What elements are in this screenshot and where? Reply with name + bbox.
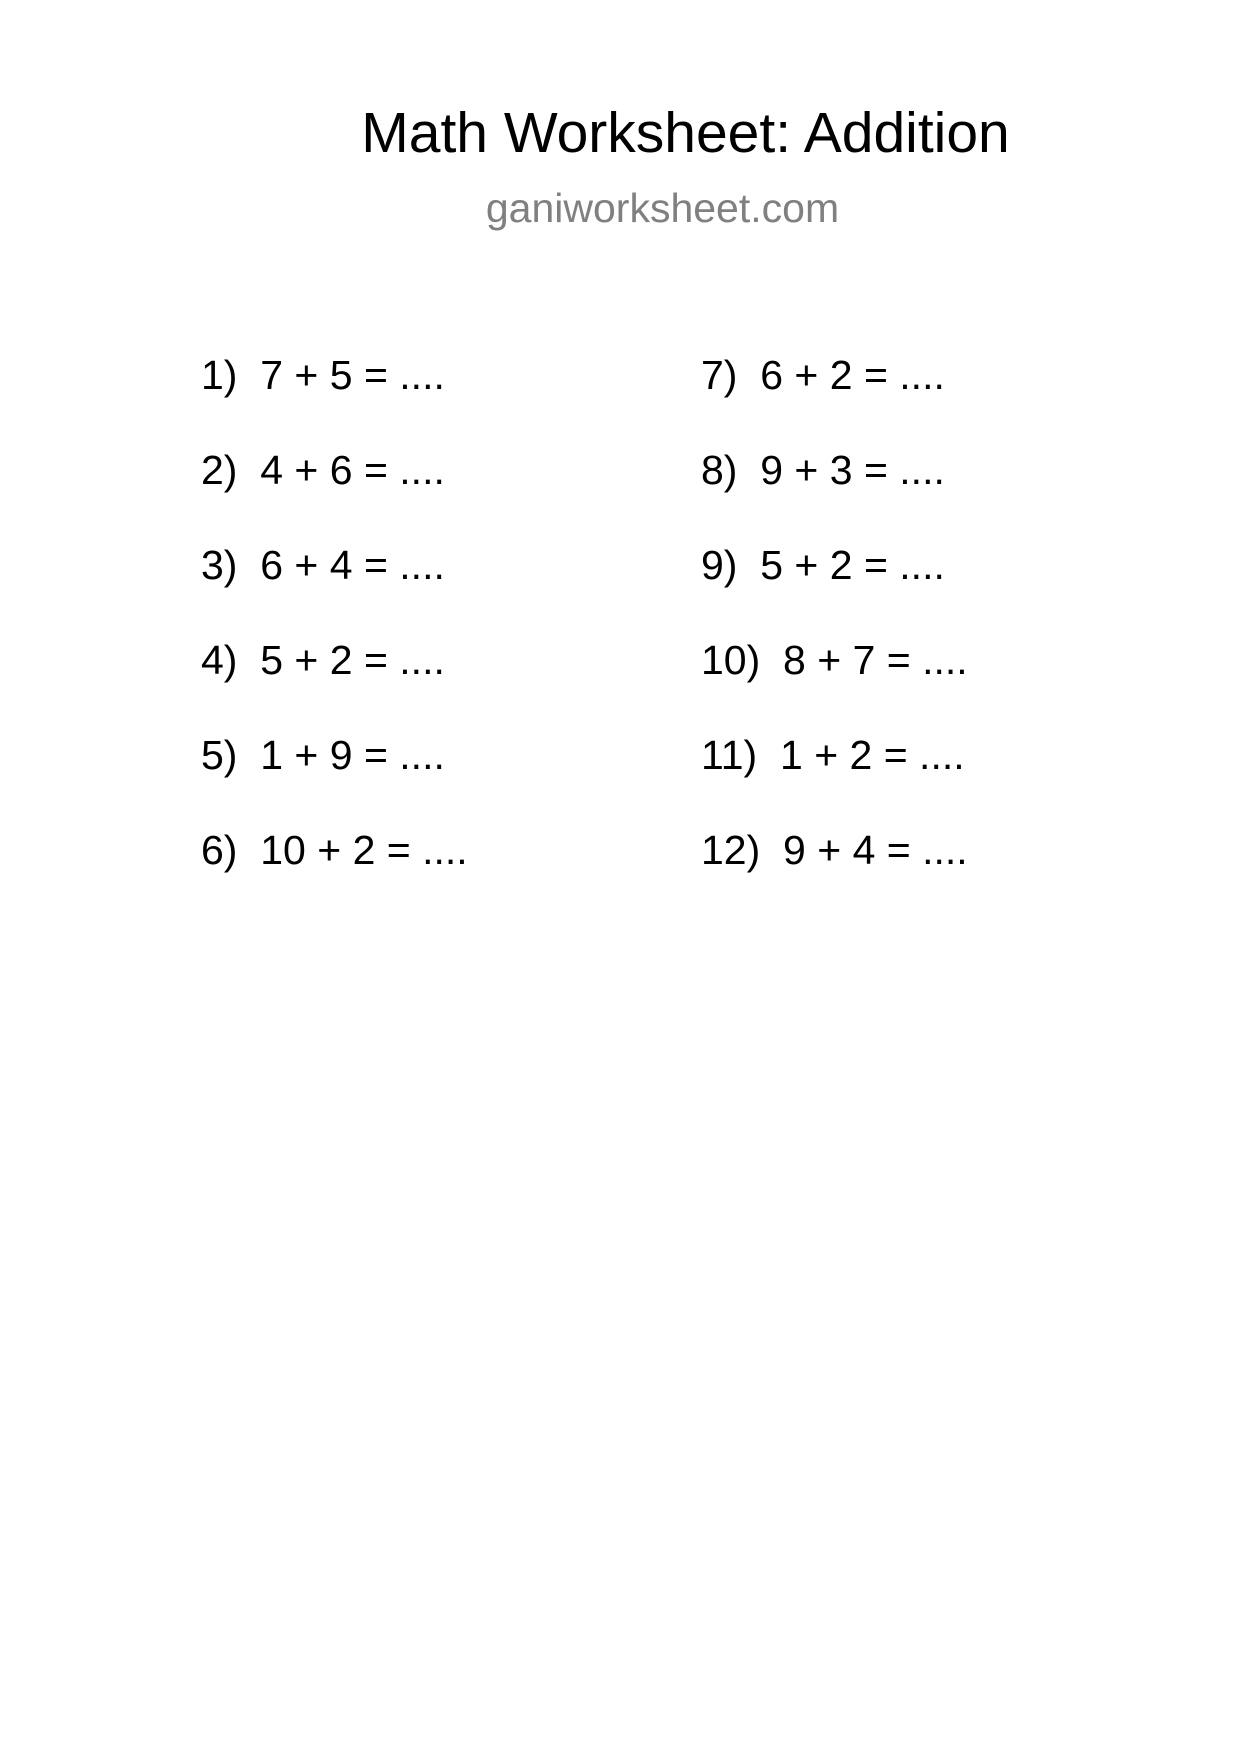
problem-item: 8) 9 + 3 = .... [701, 447, 945, 493]
problem-item: 1) 7 + 5 = .... [201, 352, 445, 398]
problem-item: 11) 1 + 2 = .... [701, 732, 965, 778]
problem-item: 5) 1 + 9 = .... [201, 732, 445, 778]
problem-item: 9) 5 + 2 = .... [701, 542, 945, 588]
problem-item: 12) 9 + 4 = .... [701, 827, 968, 873]
problem-column-right [701, 351, 1121, 921]
website-label: ganiworksheet.com [485, 185, 840, 231]
page-title: Math Worksheet: Addition [361, 101, 1010, 165]
problem-item: 7) 6 + 2 = .... [701, 352, 945, 398]
problem-item: 6) 10 + 2 = .... [201, 827, 468, 873]
problem-item: 3) 6 + 4 = .... [201, 542, 445, 588]
problem-item: 10) 8 + 7 = .... [701, 637, 968, 683]
problem-item: 2) 4 + 6 = .... [201, 447, 445, 493]
problem-column-left [201, 351, 621, 921]
problem-item: 4) 5 + 2 = .... [201, 637, 445, 683]
